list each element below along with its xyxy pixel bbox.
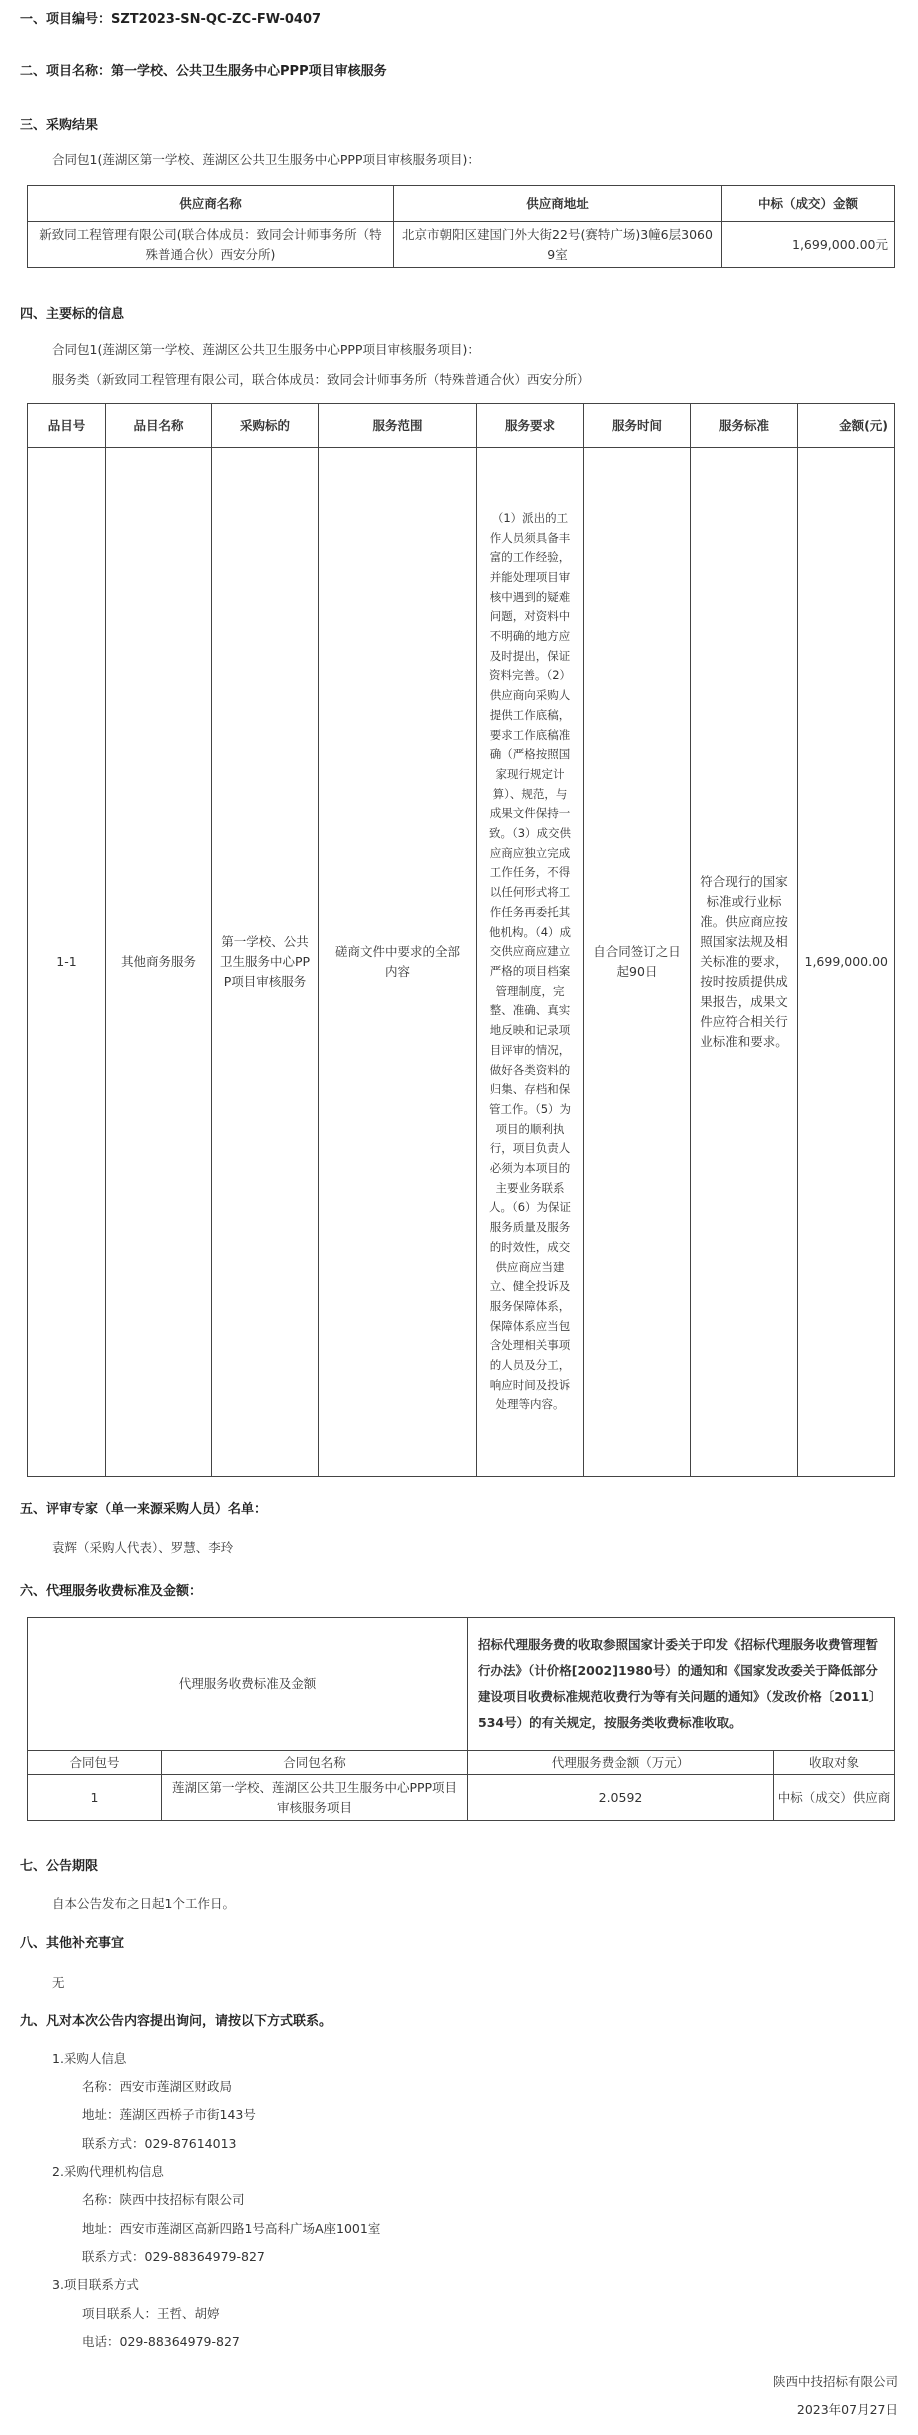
section-3-title: 三、采购结果 (20, 118, 99, 133)
agency-no: 1 (28, 1775, 162, 1821)
section-4-title: 四、主要标的信息 (20, 307, 125, 322)
project-name-label: 二、项目名称： (20, 64, 112, 79)
project-name-line (20, 62, 387, 82)
agency-name: 莲湖区第一学校、莲湖区公共卫生服务中心PPP项目审核服务项目 (162, 1775, 468, 1821)
experts-names: 袁辉（采购人代表）、罗慧、李玲 (52, 1540, 234, 1555)
agency-header-name: 合同包名称 (162, 1751, 468, 1775)
agency-fee-table (27, 1617, 895, 1821)
project-contact-phone: 电话：029-88364979-827 (82, 2334, 240, 2349)
section-6-title: 六、代理服务收费标准及金额： (20, 1584, 203, 1599)
agent-name: 名称：陕西中技招标有限公司 (82, 2192, 245, 2207)
items-requirements: （1）派出的工作人员须具备丰富的工作经验，并能处理项目审核中遇到的疑难问题，对资料中不明确的地方应及时提出，保证资料完善。（2）供应商向采购人提供工作底稿，要求工作底稿准确（严格按照国家现行规定计算）、规范，与成果文件保持一致。（3）成交供应商应独立完成工作任务，不得以任何形式将工作任务再委托其他机构。（4）成交供应商应建立严格的项目档案管理制度，完整、准确、真实地反映和记录项目评审的情况，做好各类资料的归集、存档和保管工作。（5）为项目的顺利执行，项目负责人必须为本项目的主要业务联系人。（6）为保证服务质量及服务的时效性，成交供应商应当建立、健全投诉及服务保障体系，保障体系应当包含处理相关事项的人员及分工，响应时间及投诉处理等内容。 (477, 448, 584, 1477)
items-header-target: 采购标的 (212, 404, 319, 448)
buyer-phone: 联系方式：029-87614013 (82, 2136, 237, 2151)
project-code: SZT2023-SN-QC-ZC-FW-0407 (111, 12, 322, 27)
result-amount: 1,699,000.00元 (722, 222, 895, 268)
agency-fee-standard-text: 招标代理服务费的收取参照国家计委关于印发《招标代理服务收费管理暂行办法》（计价格[2002]1980号）的通知和《国家发改委关于降低部分建设项目收费标准规范收费行为等有关问题的通知》（发改价格〔2011〕534号）的有关规定，按服务类收费标准收取。 (468, 1618, 895, 1751)
result-header-amount: 中标（成交）金额 (722, 186, 895, 222)
agent-phone: 联系方式：029-88364979-827 (82, 2249, 265, 2264)
agency-payer: 中标（成交）供应商 (774, 1775, 895, 1821)
project-contact-title: 3.项目联系方式 (52, 2277, 139, 2292)
result-supplier: 新致同工程管理有限公司(联合体成员：致同会计师事务所（特殊普通合伙）西安分所) (28, 222, 394, 268)
result-address: 北京市朝阳区建国门外大街22号(赛特广场)3幢6层30609室 (394, 222, 722, 268)
items-header-requirements: 服务要求 (477, 404, 584, 448)
result-header-supplier: 供应商名称 (28, 186, 394, 222)
items-item: 其他商务服务 (106, 448, 212, 1477)
buyer-address: 地址：莲湖区西桥子市街143号 (82, 2107, 256, 2122)
section-5-title: 五、评审专家（单一来源采购人员）名单： (20, 1502, 268, 1517)
result-table (27, 185, 895, 268)
notice-period-text: 自本公告发布之日起1个工作日。 (52, 1896, 235, 1911)
items-standard: 符合现行的国家标准或行业标准。供应商应按照国家法规及相关标准的要求，按时按质提供成果报告，成果文件应符合相关行业标准和要求。 (691, 448, 798, 1477)
agent-address: 地址：西安市莲湖区高新四路1号高科广场A座1001室 (82, 2221, 381, 2236)
items-header-time: 服务时间 (584, 404, 691, 448)
items-time: 自合同签订之日起90日 (584, 448, 691, 1477)
result-header-address: 供应商地址 (394, 186, 722, 222)
buyer-title: 1.采购人信息 (52, 2051, 127, 2066)
footer-org: 陕西中技招标有限公司 (772, 2374, 898, 2389)
section-4-service-line: 服务类（新致同工程管理有限公司，联合体成员：致同会计师事务所（特殊普通合伙）西安分所） (52, 372, 590, 387)
agency-fee: 2.0592 (468, 1775, 774, 1821)
section-9-title: 九、凡对本次公告内容提出询问，请按以下方式联系。 (20, 2014, 333, 2029)
buyer-name: 名称：西安市莲湖区财政局 (82, 2079, 233, 2094)
section-3-package: 合同包1(莲湖区第一学校、莲湖区公共卫生服务中心PPP项目审核服务项目)： (52, 152, 480, 167)
agency-header-fee: 代理服务费金额（万元） (468, 1751, 774, 1775)
project-code-line (20, 10, 321, 30)
footer-date: 2023年07月27日 (796, 2402, 898, 2417)
section-4-package: 合同包1(莲湖区第一学校、莲湖区公共卫生服务中心PPP项目审核服务项目)： (52, 342, 480, 357)
section-7-title: 七、公告期限 (20, 1859, 99, 1874)
project-code-label: 一、项目编号： (20, 12, 112, 27)
items-header-item: 品目名称 (106, 404, 212, 448)
section-8-title: 八、其他补充事宜 (20, 1936, 125, 1951)
items-header-amount: 金额(元) (798, 404, 895, 448)
items-header-standard: 服务标准 (691, 404, 798, 448)
agency-header-payer: 收取对象 (774, 1751, 895, 1775)
agency-fee-standard-label: 代理服务收费标准及金额 (28, 1618, 468, 1751)
items-header-no: 品目号 (28, 404, 106, 448)
items-target: 第一学校、公共卫生服务中心PPP项目审核服务 (212, 448, 319, 1477)
items-table (27, 403, 895, 1477)
agent-title: 2.采购代理机构信息 (52, 2164, 164, 2179)
items-header-scope: 服务范围 (319, 404, 477, 448)
items-scope: 磋商文件中要求的全部内容 (319, 448, 477, 1477)
project-name: 第一学校、公共卫生服务中心PPP项目审核服务 (111, 64, 387, 79)
agency-header-no: 合同包号 (28, 1751, 162, 1775)
supplementary-text: 无 (52, 1975, 65, 1990)
project-contact-person: 项目联系人：王哲、胡婷 (82, 2306, 220, 2321)
items-no: 1-1 (28, 448, 106, 1477)
items-amount: 1,699,000.00 (798, 448, 895, 1477)
